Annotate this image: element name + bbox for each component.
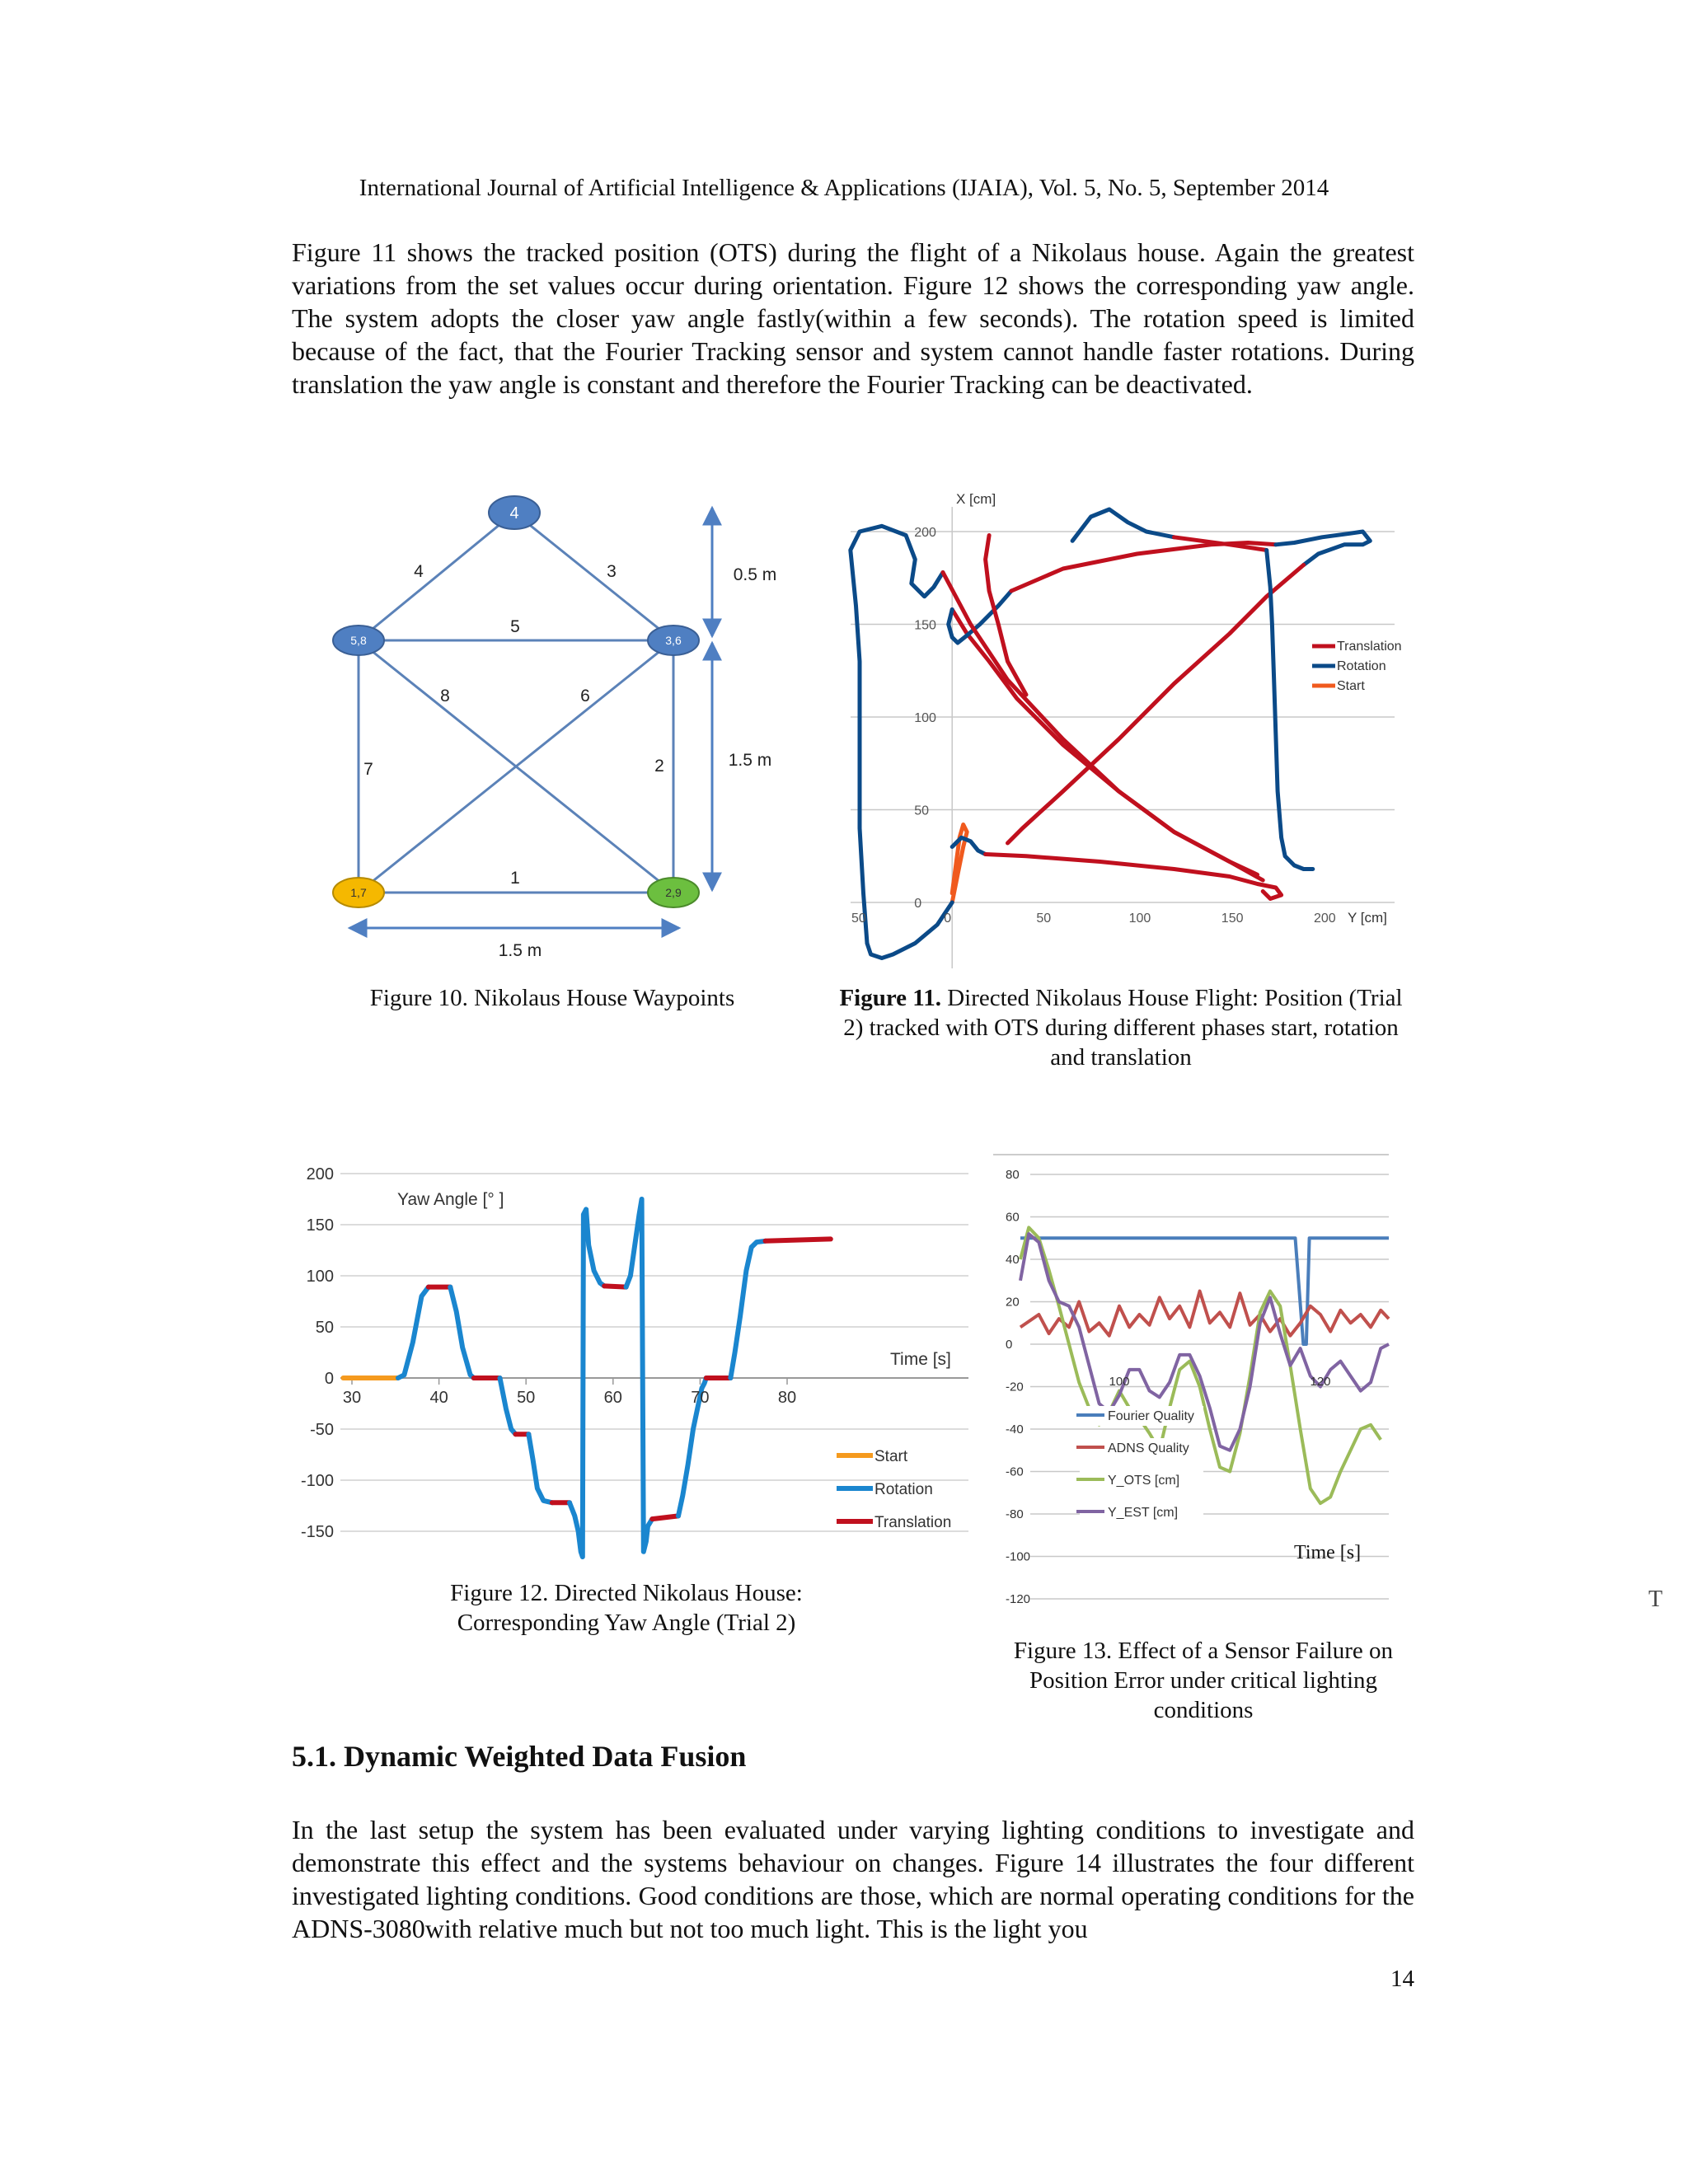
y-tick-label: 150 <box>306 1216 334 1235</box>
x-tick-label: 100 <box>1128 912 1151 926</box>
series-line-rotation <box>867 902 952 958</box>
series-line-rotation <box>1072 509 1174 541</box>
x-tick-label: 70 <box>691 1389 710 1407</box>
series-line-translation <box>943 573 1258 875</box>
y-tick-label: -60 <box>1006 1465 1024 1479</box>
x-tick-label: 200 <box>1314 912 1336 926</box>
y-tick-label: -80 <box>1006 1507 1024 1521</box>
chart-title: Yaw Angle [° ] <box>397 1190 504 1209</box>
edge-3 <box>514 513 673 640</box>
y-tick-label: -20 <box>1006 1380 1024 1394</box>
edge-label: 8 <box>440 687 450 705</box>
legend-label: Rotation <box>1337 659 1386 673</box>
y-tick-label: 50 <box>315 1319 334 1337</box>
edge-label: 1 <box>510 869 520 888</box>
edge-label: 6 <box>580 687 590 705</box>
x-tick-label: 150 <box>1221 912 1244 926</box>
y-tick-label: -100 <box>300 1472 334 1490</box>
waypoint-label: 4 <box>509 504 519 523</box>
dimension-label: 0.5 m <box>733 565 777 584</box>
x-tick-label: 50 <box>1036 912 1052 926</box>
figure-10-diagram <box>313 478 808 972</box>
section-paragraph: In the last setup the system has been evaluated under varying lighting conditions to investigate and demonstrate this effect and the systems behaviour on changes. Figure 14 illustrates the four different investigated lighting conditions. Good conditions are those, which are normal operating conditions for the ADNS-3080with relative much but not too much light. This is the light you <box>292 1815 1414 1943</box>
y-tick-label: -40 <box>1006 1422 1024 1436</box>
legend-label: Translation <box>1337 640 1402 654</box>
figure-12-caption: Figure 12. Directed Nikolaus House: Corresponding Yaw Angle (Trial 2) <box>450 1580 803 1636</box>
x-axis-title: Time [s] <box>1294 1542 1362 1563</box>
legend-label: Fourier Quality <box>1108 1409 1194 1423</box>
series-line <box>1020 1291 1389 1336</box>
legend-label: Start <box>874 1448 908 1465</box>
edge-label: 7 <box>363 760 373 779</box>
edge-label: 2 <box>654 757 664 776</box>
y-tick-label: 200 <box>914 526 936 540</box>
series-line-rotation <box>570 1209 604 1557</box>
edge-mark: T <box>1648 1586 1663 1612</box>
series-line-rotation <box>500 1378 516 1434</box>
section-heading: 5.1. Dynamic Weighted Data Fusion <box>292 1740 747 1773</box>
x-tick-label: 60 <box>603 1389 622 1407</box>
x-tick-label: 30 <box>342 1389 362 1407</box>
x-tick-label: 50 <box>851 912 866 926</box>
series-line <box>1020 1227 1381 1503</box>
series-line-rotation <box>1267 551 1313 869</box>
legend-label: Start <box>1337 679 1365 693</box>
x-tick-label: 0 <box>944 912 952 926</box>
figure-11-caption-label: Figure 11. <box>839 985 941 1011</box>
figure-10-caption: Figure 10. Nikolaus House Waypoints <box>369 985 735 1011</box>
y-tick-label: 50 <box>914 804 929 818</box>
x-tick-label: 80 <box>777 1389 797 1407</box>
figure-11-caption <box>832 983 1409 1072</box>
series-line-translation <box>1011 543 1276 592</box>
series-line-translation <box>1008 565 1304 844</box>
y-tick-label: -50 <box>310 1421 334 1439</box>
y-tick-label: 200 <box>306 1165 334 1183</box>
x-tick-label: 50 <box>517 1389 536 1407</box>
y-tick-label: 40 <box>1006 1253 1020 1267</box>
y-tick-label: -150 <box>300 1523 334 1541</box>
y-tick-label: 100 <box>914 711 936 725</box>
y-tick-label: 0 <box>324 1370 334 1388</box>
series-line-rotation <box>1276 532 1370 565</box>
y-tick-label: 60 <box>1006 1210 1020 1225</box>
figure-13-caption: Figure 13. Effect of a Sensor Failure on Position Error under critical lighting conditions <box>1013 1638 1394 1723</box>
edge-label: 5 <box>510 617 520 636</box>
y-tick-label: -120 <box>1006 1592 1031 1606</box>
figure-11-caption-text: Directed Nikolaus House Flight: Position (Trial 2) tracked with OTS during different phases start, rotation and translation <box>843 985 1403 1071</box>
x-tick-label: 120 <box>1310 1375 1331 1389</box>
y-tick-label: 0 <box>914 897 922 911</box>
edge-label: 4 <box>414 562 424 581</box>
y-axis-title: X [cm] <box>956 491 996 507</box>
waypoint-label: 2,9 <box>665 886 682 899</box>
intro-paragraph: Figure 11 shows the tracked position (OTS) during the flight of a Nikolaus house. Again the greatest variations from the set values occur during orientation. Figure 12 shows the corresponding yaw angle. The system adopts the closer yaw angle fastly(within a few seconds). The rotation speed is limited because of the fact, that the Fourier Tracking sensor and system cannot handle faster rotations. During translation the yaw angle is constant and therefore the Fourier Tracking can be deactivated. <box>292 237 1414 399</box>
edge-label: 3 <box>607 562 617 581</box>
edge-4 <box>359 513 514 640</box>
x-tick-label: 40 <box>429 1389 448 1407</box>
figure-11-chart <box>841 482 1418 977</box>
y-tick-label: -100 <box>1006 1549 1031 1564</box>
legend-label: Translation <box>874 1514 952 1531</box>
series-line-rotation <box>528 1434 552 1502</box>
legend-label: Rotation <box>874 1481 933 1498</box>
page-number: 14 <box>1390 1966 1414 1992</box>
waypoint-label: 3,6 <box>665 634 682 647</box>
x-axis-title: Time [s] <box>890 1350 951 1369</box>
dimension-label: 1.5 m <box>498 941 542 960</box>
x-tick-label: 100 <box>1109 1375 1130 1389</box>
legend-label: ADNS Quality <box>1108 1441 1189 1455</box>
figure-12-chart <box>293 1154 977 1582</box>
series-line-rotation <box>851 526 943 943</box>
running-header: International Journal of Artificial Intelligence & Applications (IJAIA), Vol. 5, No. 5, September 2014 <box>359 175 1329 201</box>
y-tick-label: 150 <box>914 618 936 633</box>
series-line <box>1020 1234 1389 1451</box>
y-tick-label: 0 <box>1006 1338 1013 1352</box>
series-line-rotation <box>626 1199 653 1552</box>
series-line-rotation <box>450 1287 474 1378</box>
series-line-translation <box>652 1516 678 1519</box>
y-tick-label: 100 <box>306 1268 334 1286</box>
series-line-translation <box>766 1239 831 1240</box>
series-line-translation <box>986 855 1282 899</box>
series-line-rotation <box>730 1241 765 1378</box>
legend-label: Y_OTS [cm] <box>1108 1474 1180 1488</box>
series-line-translation <box>952 610 1263 881</box>
waypoint-label: 5,8 <box>350 634 367 647</box>
y-tick-label: 20 <box>1006 1295 1020 1310</box>
y-tick-label: 80 <box>1006 1168 1020 1182</box>
legend-label: Y_EST [cm] <box>1108 1506 1179 1520</box>
figure-13-chart <box>989 1150 1401 1628</box>
x-axis-title: Y [cm] <box>1348 910 1387 926</box>
dimension-label: 1.5 m <box>728 751 772 770</box>
waypoint-label: 1,7 <box>350 886 367 899</box>
series-line-rotation <box>398 1287 429 1378</box>
series-line-start <box>952 825 967 903</box>
